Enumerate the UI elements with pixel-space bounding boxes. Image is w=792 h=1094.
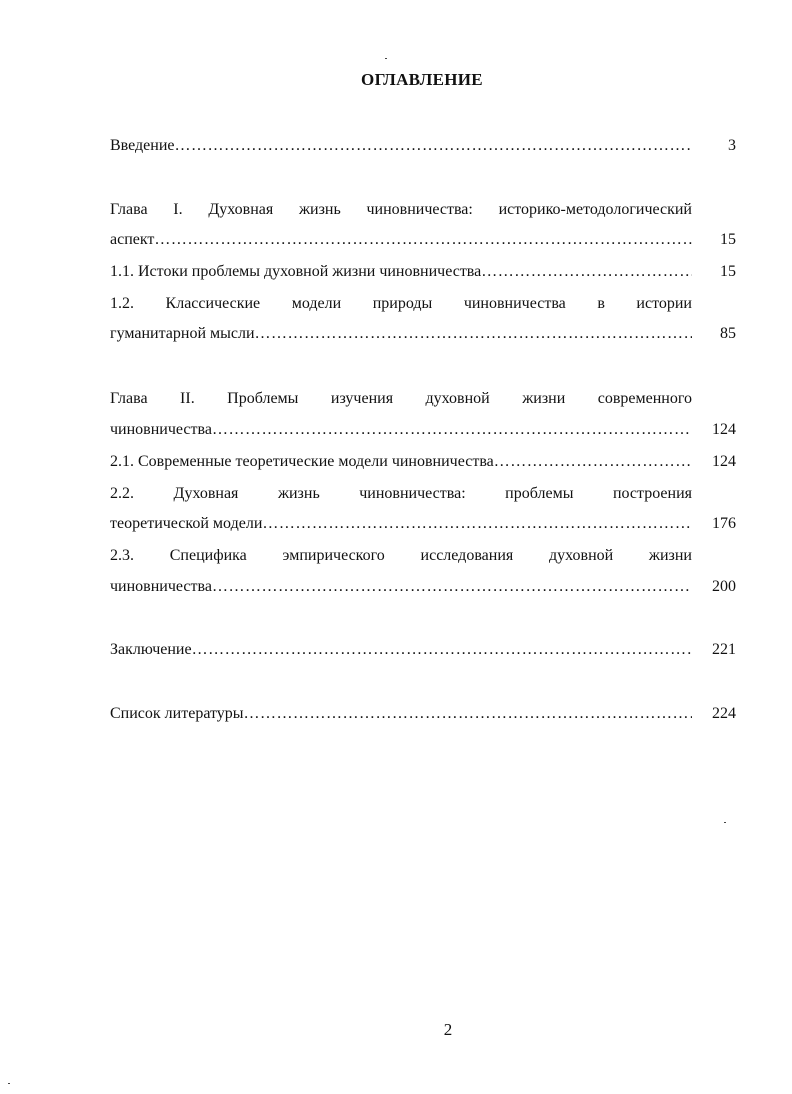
scan-speck xyxy=(8,1083,10,1084)
dot-leader xyxy=(262,514,692,534)
toc-page-number: 221 xyxy=(712,641,736,658)
dot-leader xyxy=(255,324,692,344)
toc-entry-label: чиновничества xyxy=(110,578,212,595)
toc-entry-label: чиновничества xyxy=(110,421,212,438)
toc-entry-label: теоретической модели xyxy=(110,515,263,532)
dot-leader xyxy=(192,640,692,660)
toc-entry-label: 1.1. Истоки проблемы духовной жизни чиновничества xyxy=(110,263,482,280)
scan-speck xyxy=(724,822,726,823)
toc-entry-section-2-3[interactable] xyxy=(110,577,736,597)
toc-section-2-2-heading[interactable]: 2.2. Духовная жизнь чиновничества: проблемы построения xyxy=(110,485,692,502)
toc-entry-label: гуманитарной мысли xyxy=(110,325,255,342)
toc-page-number: 15 xyxy=(720,263,736,280)
dot-leader xyxy=(481,262,692,282)
toc-entry-chapter1[interactable] xyxy=(110,230,736,250)
toc-section-2-3-heading[interactable]: 2.3. Специфика эмпирического исследования духовной жизни xyxy=(110,547,692,564)
toc-chapter2-heading[interactable]: Глава II. Проблемы изучения духовной жизни современного xyxy=(110,390,692,407)
toc-entry-label: Введение xyxy=(110,137,175,154)
toc-entry-label: 2.1. Современные теоретические модели чиновничества xyxy=(110,453,494,470)
toc-entry-intro[interactable] xyxy=(110,136,736,156)
toc-entry-conclusion[interactable] xyxy=(110,640,736,660)
toc-entry-section-1-2[interactable] xyxy=(110,324,736,344)
toc-entry-section-2-1[interactable] xyxy=(110,452,736,472)
toc-page-number: 15 xyxy=(720,231,736,248)
toc-entry-bibliography[interactable] xyxy=(110,704,736,724)
toc-section-1-2-heading[interactable]: 1.2. Классические модели природы чиновничества в истории xyxy=(110,295,692,312)
toc-entry-chapter2[interactable] xyxy=(110,420,736,440)
dot-leader xyxy=(212,577,692,597)
toc-page-number: 124 xyxy=(712,453,736,470)
toc-page-number: 124 xyxy=(712,421,736,438)
toc-entry-label: Список литературы xyxy=(110,705,244,722)
toc-entry-label: Заключение xyxy=(110,641,192,658)
toc-chapter1-heading[interactable]: Глава I. Духовная жизнь чиновничества: историко-методологический xyxy=(110,201,692,218)
toc-entry-section-2-2[interactable] xyxy=(110,514,736,534)
dot-leader xyxy=(175,136,693,156)
toc-page-number: 176 xyxy=(712,515,736,532)
scan-speck xyxy=(385,58,387,59)
toc-page-number: 224 xyxy=(712,705,736,722)
page-title: ОГЛАВЛЕНИЕ xyxy=(361,70,483,89)
dot-leader xyxy=(212,420,692,440)
dot-leader xyxy=(154,230,692,250)
toc-page-number: 200 xyxy=(712,578,736,595)
toc-page-number: 3 xyxy=(728,137,736,154)
page-number: 2 xyxy=(443,1020,453,1039)
dot-leader xyxy=(244,704,692,724)
toc-entry-label: аспект xyxy=(110,231,155,248)
toc-page-number: 85 xyxy=(720,325,736,342)
toc-entry-section-1-1[interactable] xyxy=(110,262,736,282)
dot-leader xyxy=(494,452,692,472)
